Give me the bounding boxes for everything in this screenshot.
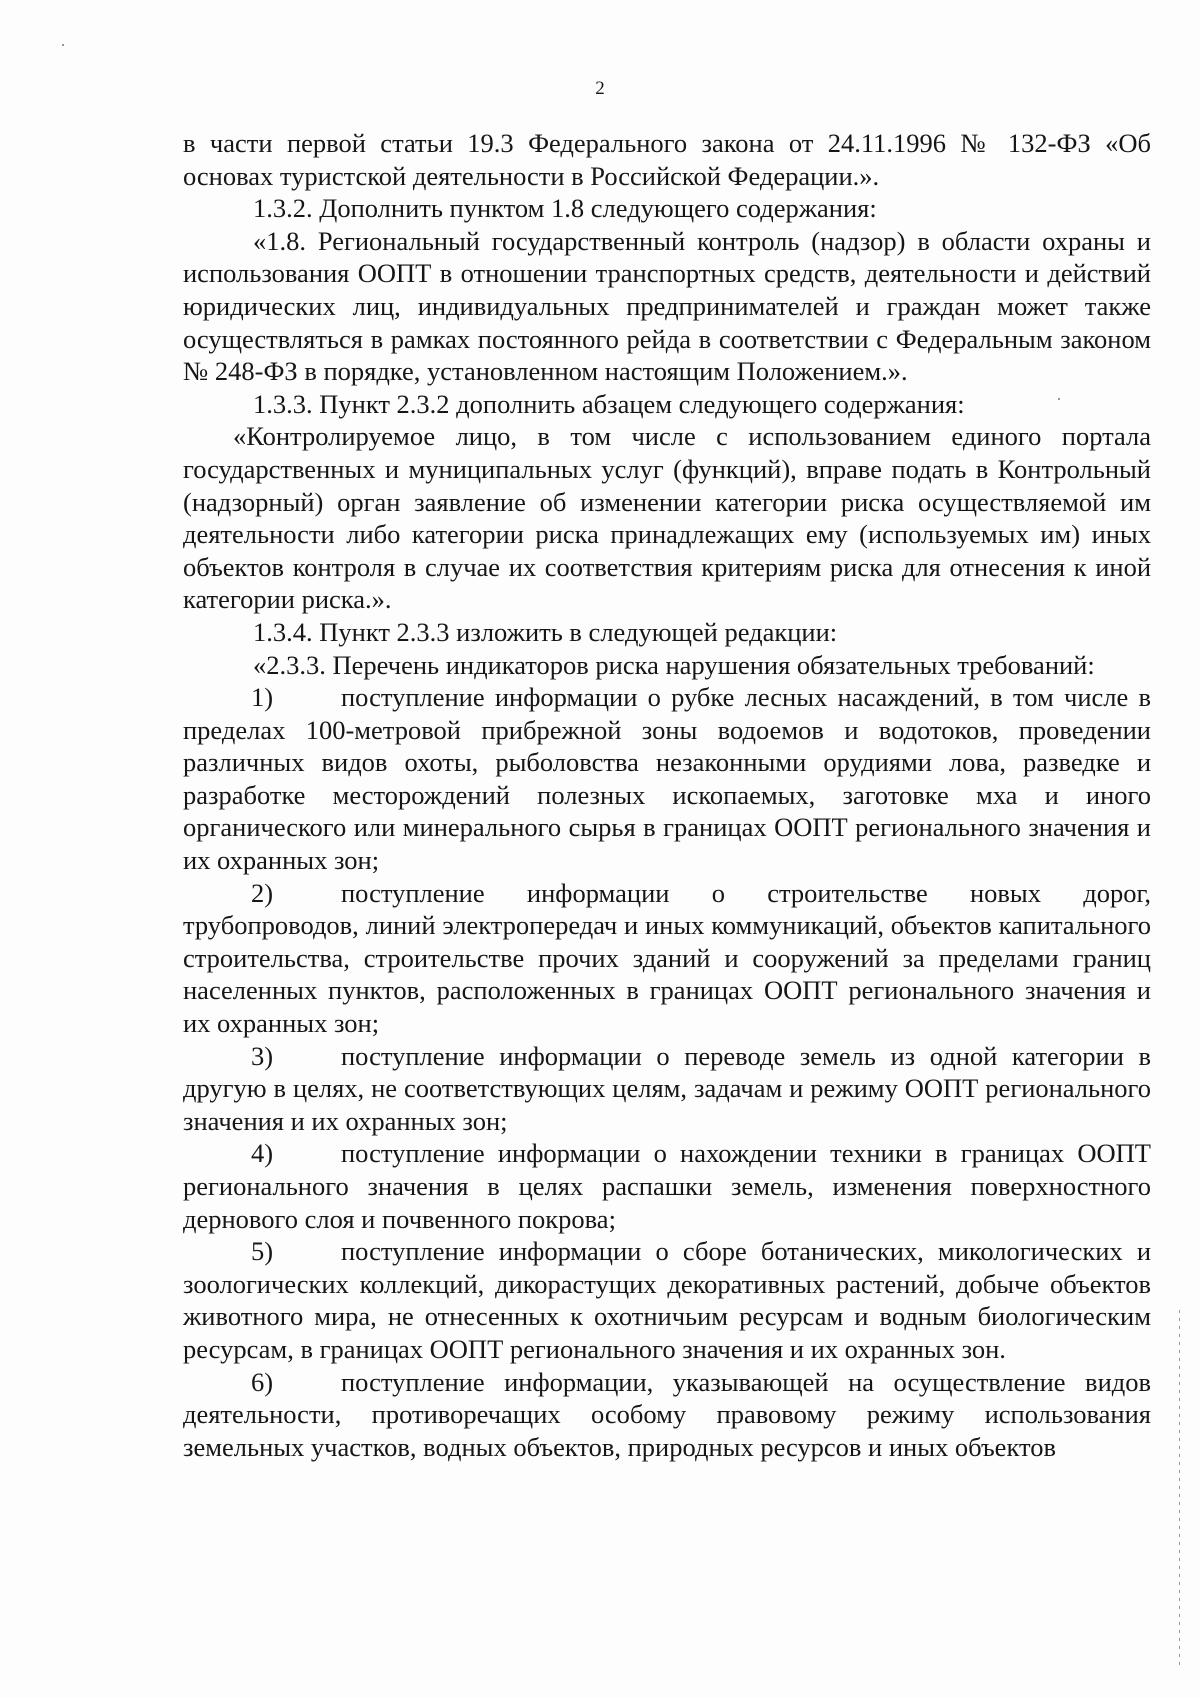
paragraph: 1.3.3. Пункт 2.3.2 дополнить абзацем следующего содержания: [253, 388, 965, 419]
list-item-number: 6) [251, 1366, 274, 1397]
paragraph: в части первой статьи 19.3 Федерального закона от 24.11.1996 № 132-ФЗ «Об основах туристской деятельности в Российской Федерации.». [183, 128, 1151, 191]
scan-margin-mark [1179, 1310, 1180, 1670]
list-item-text: поступление информации о рубке лесных насаждений, в том числе в пределах 100-метровой прибрежной зоны водоемов и водотоков, проведении различных видов охоты, рыболовства незаконными орудиями лова, разведке и разработке месторождений полезных ископаемых, заготовке мха и иного органического или минерального сырья в границах ООПТ регионального значения и их охранных зон; [183, 682, 1151, 876]
paragraph: «2.3.3. Перечень индикаторов риска нарушения обязательных требований: [253, 649, 1095, 680]
list-item-text: поступление информации, указывающей на осуществление видов деятельности, противоречащих особому правовому режиму использования земельных участков, водных объектов, природных ресурсов и иных объектов [183, 1366, 1151, 1462]
list-item [183, 877, 1151, 1040]
list-item [183, 1137, 1151, 1235]
list-item-number: 5) [251, 1236, 274, 1267]
document-body [183, 127, 1151, 1463]
list-item-text: поступление информации о строительстве новых дорог, трубопроводов, линий электропередач и иных коммуникаций, объектов капитального строительства, строительстве прочих зданий и сооружений за пределами границ населенных пунктов, расположенных в границах ООПТ регионального значения и их охранных зон; [183, 877, 1151, 1039]
paragraph: «1.8. Региональный государственный контроль (надзор) в области охраны и использования ООПТ в отношении транспортных средств, деятельности и действий юридических лиц, индивидуальных предпринимателей и граждан может также осуществляться в рамках постоянного рейда в соответствии с Федеральным законом № 248-ФЗ в порядке, установленном настоящим Положением.». [183, 225, 1151, 387]
list-item [183, 1235, 1151, 1365]
scan-speck [62, 44, 64, 46]
list-item-text: поступление информации о сборе ботанических, микологических и зоологических коллекций, дикорастущих декоративных растений, добыче объектов животного мира, не отнесенных к охотничьим ресурсам и водным биологическим ресурсам, в границах ООПТ регионального значения и их охранных зон. [183, 1236, 1151, 1364]
list-item [183, 681, 1151, 877]
list-item-number: 3) [251, 1040, 274, 1071]
paragraph: «Контролируемое лицо, в том числе с использованием единого портала государственных и муниципальных услуг (функций), вправе подать в Контрольный (надзорный) орган заявление об изменении категории риска осуществляемой им деятельности либо категории риска принадлежащих ему (используемых им) иных объектов контроля в случае их соответствия критериям риска для отнесения к иной категории риска.». [183, 421, 1151, 615]
paragraph: 1.3.4. Пункт 2.3.3 изложить в следующей редакции: [253, 616, 838, 647]
list-item-text: поступление информации о нахождении техники в границах ООПТ регионального значения в целях распашки земель, изменения поверхностного дернового слоя и почвенного покрова; [183, 1138, 1151, 1234]
list-item [183, 1040, 1151, 1138]
list-item-number: 4) [251, 1138, 274, 1169]
list-item-text: поступление информации о переводе земель из одной категории в другую в целях, не соответствующих целям, задачам и режиму ООПТ регионального значения и их охранных зон; [183, 1040, 1151, 1136]
list-item-number: 2) [251, 877, 274, 908]
list-item [183, 1366, 1151, 1464]
page-number: 2 [595, 78, 605, 99]
paragraph: 1.3.2. Дополнить пунктом 1.8 следующего содержания: [253, 193, 877, 224]
list-item-number: 1) [251, 682, 274, 713]
